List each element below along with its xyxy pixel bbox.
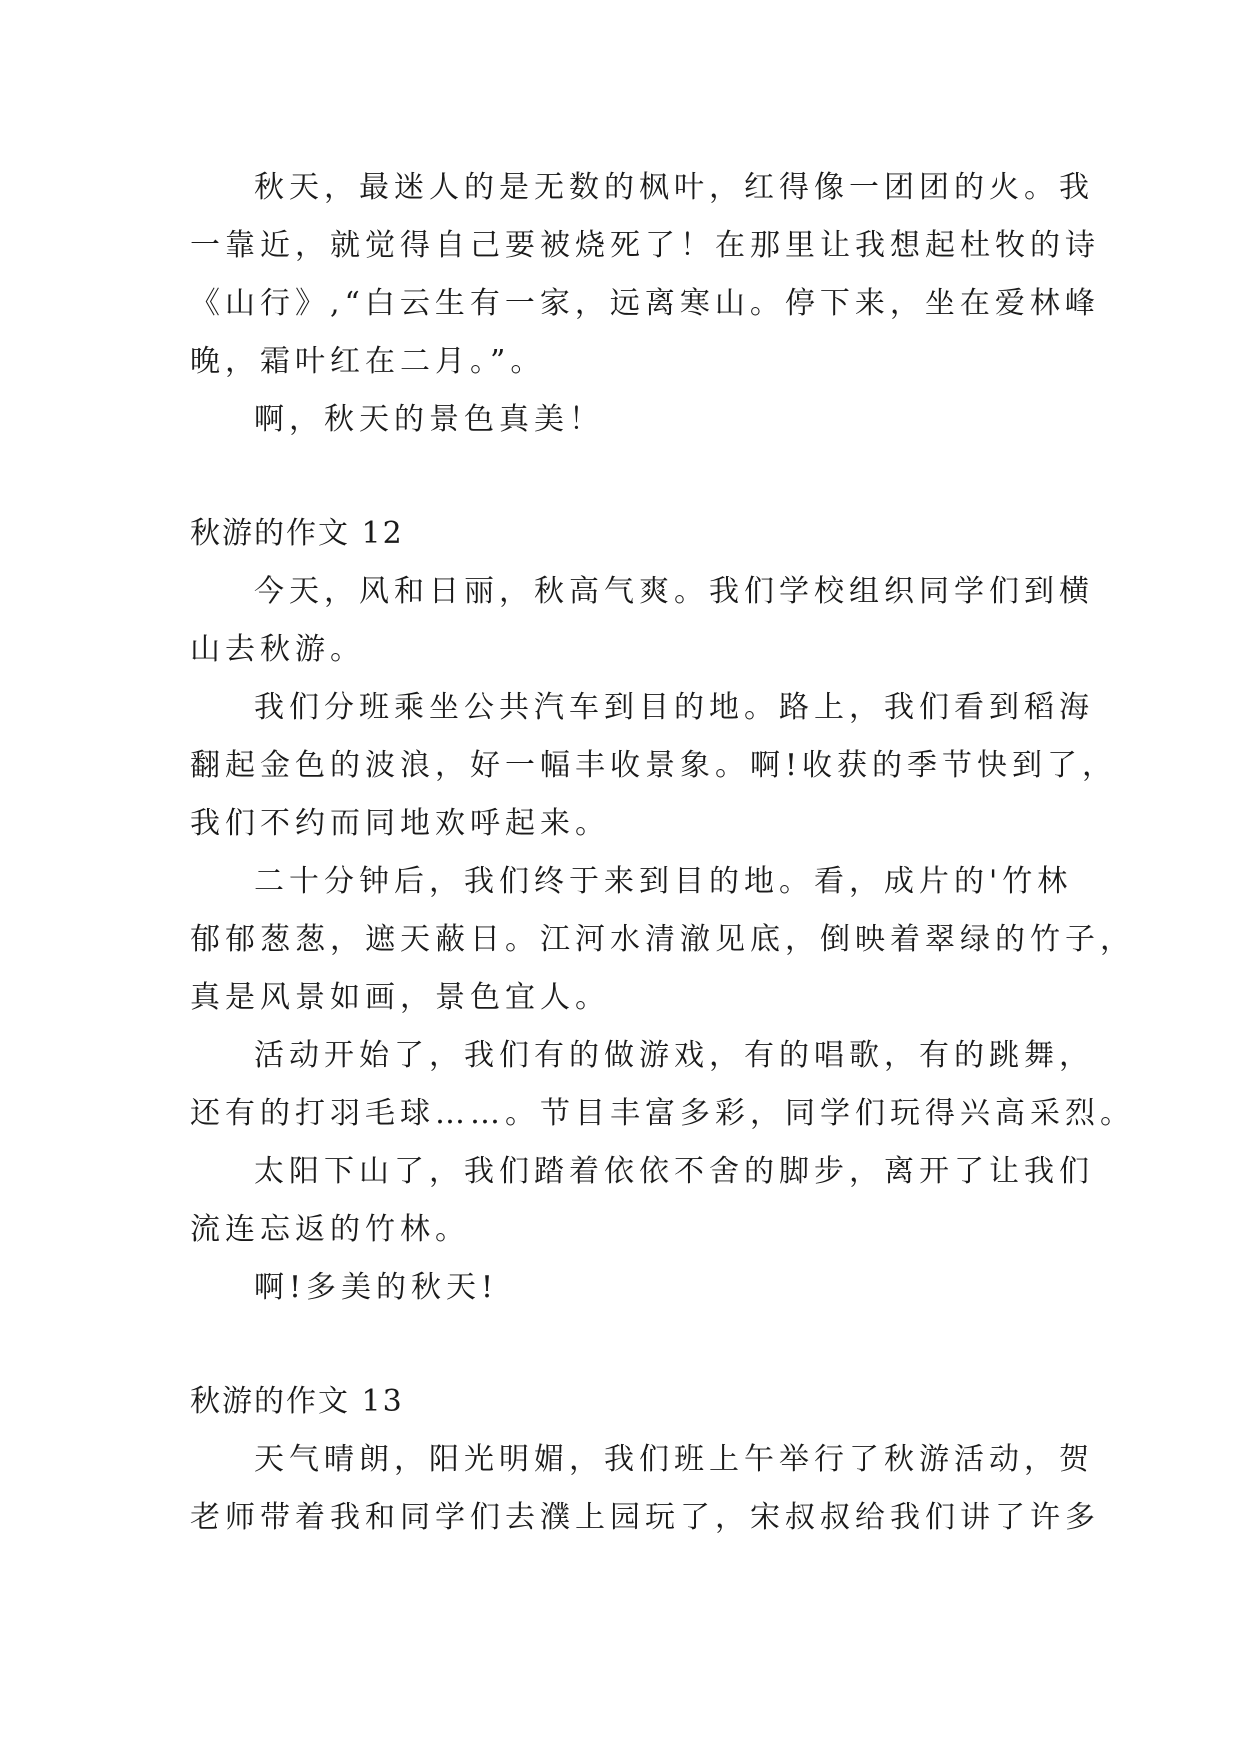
text-line: 太阳下山了，我们踏着依依不舍的脚步，离开了让我们 <box>254 1154 1094 1189</box>
text-line: 晚，霜叶红在二月。”。 <box>190 344 546 379</box>
text-line: 还有的打羽毛球……。节目丰富多彩，同学们玩得兴高采烈。 <box>190 1096 1135 1131</box>
text-line: 流连忘返的竹林。 <box>190 1212 470 1247</box>
section-heading: 秋游的作文 13 <box>190 1384 404 1419</box>
text-line: 天气晴朗，阳光明媚，我们班上午举行了秋游活动，贺 <box>254 1442 1094 1477</box>
text-line: 翻起金色的波浪，好一幅丰收景象。啊!收获的季节快到了， <box>190 748 1118 783</box>
text-line: 秋天，最迷人的是无数的枫叶，红得像一团团的火。我 <box>254 170 1094 205</box>
section-heading: 秋游的作文 12 <box>190 516 404 551</box>
text-line: 啊!多美的秋天! <box>254 1270 499 1305</box>
text-line: 真是风景如画，景色宜人。 <box>190 980 610 1015</box>
text-line: 今天，风和日丽，秋高气爽。我们学校组织同学们到横 <box>254 574 1094 609</box>
text-line: 啊，秋天的景色真美！ <box>254 402 604 437</box>
text-line: 《山行》,“白云生有一家，远离寒山。停下来，坐在爱林峰 <box>190 286 1100 321</box>
text-line: 二十分钟后，我们终于来到目的地。看，成片的'竹林 <box>254 864 1073 899</box>
text-line: 郁郁葱葱，遮天蔽日。江河水清澈见底，倒映着翠绿的竹子， <box>190 922 1135 957</box>
text-line: 一靠近，就觉得自己要被烧死了！在那里让我想起杜牧的诗 <box>190 228 1100 263</box>
text-line: 活动开始了，我们有的做游戏，有的唱歌，有的跳舞， <box>254 1038 1094 1073</box>
text-line: 山去秋游。 <box>190 632 365 667</box>
text-line: 老师带着我和同学们去濮上园玩了，宋叔叔给我们讲了许多 <box>190 1500 1100 1535</box>
text-line: 我们不约而同地欢呼起来。 <box>190 806 610 841</box>
text-line: 我们分班乘坐公共汽车到目的地。路上，我们看到稻海 <box>254 690 1094 725</box>
